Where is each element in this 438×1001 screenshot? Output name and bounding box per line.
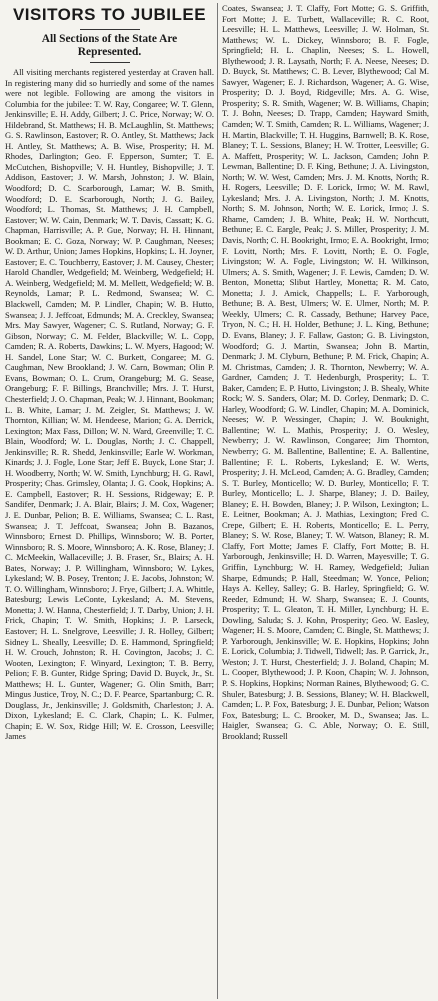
article-column-left <box>5 3 217 999</box>
article-subheadline: All Sections of the State Are Represented. <box>41 33 178 58</box>
headline-rule <box>80 29 140 30</box>
article-column-right <box>217 3 429 999</box>
article-headline: VISITORS TO JUBILEE <box>12 5 207 24</box>
article-body-right: Coates, Swansea; J. T. Claffy, Fort Motte; G. S. Griffith, Fort Motte; J. E. Turbett, Wallaceville; R. C. Root, Leesville; H. L. Matthews, Leesville; J. W. Holman, St. Matthews; W. L. Dickey, Winnsboro; B. F. Fogle, Springfield; H. L. Chaplin, Neeses; S. L. Howell, Blythewood; J. R. Laysath, North; F. A. Neese, Neeses; D. D. Buyck, St. Matthews; C. B. Lever, Blythewood; Cal M. Sawyer, Wagener; E. J. Richardson, Wagener; A. G. Wise, Prosperity; D. J. Boyd, Ridgeville; Mrs. A. G. Wise, Prosperity; S. R. Smith, Wagener; W. B. Williams, Chapin; T. J. Bohn, Neeses; D. Trapp, Camden; Hayward Smith, Camden; W. T. Smith, Camden; R. L. Williams, Wagener; J. H. Martin, Blackville; T. H. Huggins, Barnwell; B. K. Rose, Blaney; T. L. Sessions, Blaney; H. W. Trotter, Leesville; G. A. Maffett, Prosperity; W. L. Jackson, Camden; John P. Lewman, Ballentine; D. F. King, Bethune; J. A. Livingston, North; W. W. West, Camden; Mrs. J. M. Knotts, North; R. H. Rogers, Leesville; D. F. Lorick, Irmo; W. M. Rawl, Lykesland; Mrs. J. A. Livingston, North; J. M. Knotts, North; S. M. Johnson, North; W. E. Lorick, Irmo; J. S. Rhame, Camden; J. B. White, Peak; H. W. Northcutt, Bethune; E. C. Eargle, Peak; J. S. Miller, Prosperity; J. M. Davis, North; C. H. Bookright, Irmo; E. A. Bookright, Irmo; F. Lovitt, North; Mrs. F. Lovitt, North; E. O. Fogle, Livingston; W. A. Fogle, Livingston; W. H. Wilkinson, Ulmers; A. S. Smith, Wagener; J. F. Lewis, Camden; D. W. Benton, Monetta; Slibut Hartley, Monetta; R. M. Cato, Monetta; J. J. Amick, Chappells; L. F. Yarborough, Bethune; B. A. Best, Ulmers; W. E. Ulmer, North; M. P. Weekly, Ulmers; C. R. Cassady, Bethune; Harvey Pace, Tryon, N. C.; H. H. Holder, Bethune; J. L. King, Bethune; D. Evans, Blaney; J. F. Fallaw, Gaston; G. B. Livingston, Woodford; G. J. Martin, Swansea; John B. Martin, Denmark; J. M. Clyburn, Bethune; P. M. Frick, Chapin; A. M. Christmas, Camden; J. R. Thornton, Newberry; W. A. Gardner, Camden; J. T. Hedenburgh, Prosperity; L. T. Baker, Camden; E. P. Hutto, Livingston; J. B. Shealy, White Rock; W. S. Sanders, Olar; M. D. Corley, Denmark; D. C. Harley, Woodford; G. W. Lindler, Chapin; M. A. Dominick, Neeses; W. P. Wessinger, Chapin; J. W. Bouknight, Ballentine; W. L. Mathis, Prosperity; J. O. Wesley, Newberry; J. W. Rawlinson, Congaree; Jim Thornton, Newberry; G. M. Ballentine, Ballentine; E. A. Ballentine, Ballentine; F. L. Roberts, Lykesland; E. W. Werts, Prosperity; J. H. McLeod, Camden; A. G. Bradley, Camden; S. T. Burley, Monticello; W. D. Burley, Monticello; F. T. Burley, Monticello; L. J. Sharpe, Blaney; J. D. Bailey, Blaney; E. H. Bowden, Blaney; J. P. Wilson, Lexington; L. E. Leitner, Bookman; A. J. Mathias, Lexington; Fred C. Crepe, Gilbert; E. H. Roberts, Monticello; E. L. Perry, Blaney; S. W. Rose, Blaney; T. W. Watson, Blaney; R. M. Claffy, Fort Motte; James F. Claffy, Fort Motte; B. H. Yarborough, Jenkinsville; H. D. Warren, Mayesville; T. G. Griffin, Lynchburg; W. H. Ramey, Wedgefield; Julian Sharpe, Edmunds; P. Hall, Steedman; W. Yonce, Pelion; Hays A. Kelley, Salley; G. B. Harley, Springfield; G. W. Reeder, Edmund; H. W. Sharp, Swansea; E. J. Counts, Prosperity; T. L. Gleaton, T. H. Miller, Lynchburg; H. E. Dowling, Saluda; S. J. Kohn, Prosperity; Geo. W. Easley, Wagener; H. S. Moore, Camden; C. Bingle, St. Matthews; J. P. Yarborough, Jenkinsville; W. E. Hopkins, Hopkins; John E. Lorick, Columbia; J. Tidwell, Tidwell; Jas. P. Garrick, Jr., Weston; J. T. Hurst, Chesterfield; J. J. Boland, Chapin; M. L. Cooper, Blythewood; J. P. Koon, Chapin; W. J. Johnson, P. S. Hopkins, Hopkins; Norman Raines, Blythewood; G. C. Shuler, Batesburg; J. B. Sessions, Blaney; W. H. Blackwell, Camden; L. P. Fox, Batesburg; J. E. Dunbar, Pelion; Watson Fox, Batesburg; L. C. Brooker, M. D., Swansea; Jas. L. Haigler, Swansea; G. C. Able, Norway; O. E. Still, Brookland; Russell <box>222 3 429 741</box>
article-body-left: All visiting merchants registered yesterday at Craven hall. In registering many did so hurriedly and some of the names were not legible. Following are among the visitors in Columbia for the jubilee: T. W. Ray, Congaree; W. T. Glenn, Jenkinsville; E. H. Addy, Gilbert; J. C. Price, Norway; W. O. Hildebrand, St. Matthews; H. B. McLaughlin, St. Matthews; G. S. Rawlinson, Eastover; R. O. Antley, St. Matthews; Jack H. Antley, St. Matthews; A. B. Wise, Prosperity; H. M. Rhodes, Darlington; Geo. F. Epperson, Sumter; T. E. McCutchen, Bishopville; V. H. Huntley, Bishopville; J. T. Addison, Eastover; J. W. Marsh, Johnston; J. W. Blain, Woodford; D. C. Scarborough, Lamar; W. B. Smith, Woodford; D. E. Scarborough, North; J. G. Bailey, Woodford; L. Thomas, St. Matthews; J. H. Campbell, Eastover; W. W. Cain, Denmark; W. T. Davis, Cassatt; K. G. Chapman, Harrisville; A. P. Gue, Norway; H. H. Hinnant, Bookman; E. C. Goza, Norway; W. P. Caughman, Neeses; W. D. Arthur, Union; James Hopkins, Hopkins; L. H. Joyner, Eastover; E. C. Touchberry, Eastover; J. M. Causey, Chester; Harold Chandler, Wedgefield; M. Weinberg, Wedgefield; H. A. Weinberg, Wedgefield; M. M. Mellett, Wedgefield; W. B. Reynolds, Lamar; P. L. Redmond, Swansea; W. C. Blackwell, Camden; M. P. Lindler, Chapin; W. B. Hutto, Swansea; J. J. Jeffcoat, Edmunds; M. A. Creckley, Swansea; Mrs. May Sawyer, Wagener; C. S. Rutland, Norway; G. F. Gibson, Norway; C. M. Felder, Blackville; W. L. Copp, Camden; R. A. Roberts, Dawkins; L. W. Myers, Hagood; W. H. Sandel, Lone Star; W. C. Burkett, Congaree; M. G. Caughman, New Brookland; J. W. Carn, Bowman; Olin P. Evans, Bowman; O. L. Crum, Orangeburg; M. G. Sease, Orangeburg; F. F. Billings, Branchville; Mrs. J. T. Hurst, Chesterfield; J. O. Chapman, Peak; W. J. Hinnant, Bookman; L. B. White, Lamar; J. M. Zeigler, St. Matthews; J. W. Thornton, Killian; W. M. Hendeese, Marion; G. A. Derrick, Lexington; Max Fass, Dillon; W. N. Ward, Greenville; T. C. Blain, Woodford; W. L. Douglas, North; J. C. Chappell, Jenkinsville; R. R. Shedd, Jenkinsville; Earle W. Workman, Kinards; J. J. Fogle, Lone Star; Jeff E. Buyck, Lone Star; J. H. Woodberry, North; W. W. Smith, Lynchburg; H. G. Rawl, Prosperity; Chas. Grimsley, Olanta; J. G. Cook, Hopkins; A. E. Campbell, Eastover; R. H. Sessions, Ridgeway; E. P. Sandifer, Denmark; J. A. Blair, Blairs; J. M. Cox, Wagener; J. E. Dunbar, Pelion; B. E. Williams, Swansea; C. L. Rast, Swansea; J. T. Jeffcoat, Swansea; John B. Bazanos, Winnsboro; Ernest D. Phillips, Winnsboro; W. B. Porter, Winnsboro; R. S. Moore, Winnsboro; A. K. Rose, Blaney; J. C. McMeekin, Wallaceville; J. B. Fraser, Sr., Blairs; A. H. Bates, Norway; J. P. Willingham, Winnsboro; W. Lykes, Lykesland; W. B. Posey, Trenton; J. E. Jacobs, Johnston; W. T. O. Willingham, Winnsboro; J. Frye, Gilbert; J. A. Whittle, Batesburg; Lewis LeConte, Lykesland; A. M. Stevens, Monetta; J. W. Hanna, Chesterfield; J. T. Darby, Union; J. H. Frick, Chapin; T. W. Smith, Hopkins; J. P. Larseck, Eastover; H. L. Snelgrove, Leesville; J. R. Holley, Gilbert; Sidney L. Sheally, Leesville; D. E. Hammond, Springfield; H. W. Crouch, Johnston; R. H. Covington, Jacobs; J. C. Wooten, Lexington; F. Winyard, Lexington; T. B. Berry, Pelion; F. B. Gunter, Ridge Spring; David D. Buyck, Jr., St. Matthews; H. L. Gunter, Wagener; G. Olin Smith, Barr; Mingus Justice, Troy, N. C.; D. F. Pearce, Spartanburg; C. R. Douglass, Jr., Jenkinsville; J. Goldsmith, Charleston; J. A. Dixon, Lykesland; E. C. Clark, Chapin; L. K. Fulmer, Chapin; E. W. Sox, Ridge Hill; W. E. Crosson, Leesville; James <box>5 67 214 742</box>
subheadline-rule <box>90 62 130 63</box>
